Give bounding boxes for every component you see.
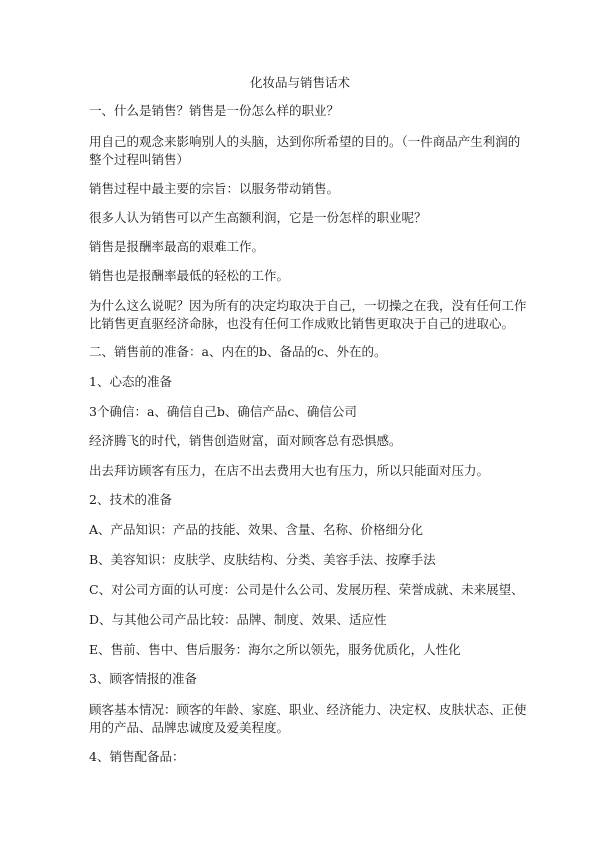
paragraph-line: 经济腾飞的时代，销售创造财富，面对顾客总有恐惧感。	[89, 433, 402, 448]
paragraph-line: 比销售更直驱经济命脉，也没有任何工作成败比销售更取决于自己的进取心。	[89, 316, 515, 331]
paragraph-line: 销售也是报酬率最低的轻松的工作。	[89, 268, 290, 283]
paragraph	[89, 209, 529, 227]
paragraph-line: 2、技术的准备	[89, 492, 172, 507]
paragraph-line: 销售过程中最主要的宗旨：以服务带动销售。	[89, 181, 340, 196]
paragraph	[89, 403, 529, 421]
paragraph-line: 4、销售配备品：	[89, 749, 185, 764]
paragraph	[89, 701, 529, 737]
paragraph	[89, 462, 529, 480]
paragraph-line: 用的产品、品牌忠诚度及爱美程度。	[89, 720, 290, 735]
paragraph-line: 3个确信：a、确信自己b、确信产品c、确信公司	[89, 404, 357, 419]
document-title: 化妆品与销售话术	[249, 75, 350, 90]
paragraph	[89, 670, 529, 688]
paragraph	[89, 551, 529, 569]
paragraph	[89, 373, 529, 391]
paragraph	[89, 343, 529, 361]
paragraph-line: D、与其他公司产品比较：品牌、制度、效果、适应性	[89, 612, 387, 627]
paragraph	[89, 133, 529, 169]
paragraph	[89, 521, 529, 539]
paragraph-line: B、美容知识：皮肤学、皮肤结构、分类、美容手法、按摩手法	[89, 552, 436, 567]
paragraph	[89, 581, 529, 599]
paragraph-line: 用自己的观念来影响别人的头脑，达到你所希望的目的。（一件商品产生利润的	[89, 134, 521, 149]
paragraph-line: E、售前、售中、售后服务：海尔之所以领先，服务优质化，人性化	[89, 642, 461, 657]
paragraph-line: A、产品知识：产品的技能、效果、含量、名称、价格细分化	[89, 522, 424, 537]
paragraph-line: 顾客基本情况：顾客的年龄、家庭、职业、经济能力、决定权、皮肤状态、正使	[89, 702, 527, 717]
paragraph-line: 3、顾客情报的准备	[89, 671, 197, 686]
paragraph	[89, 432, 529, 450]
paragraph	[89, 297, 529, 333]
paragraph-line: 一、什么是销售？销售是一份怎么样的职业？	[89, 103, 340, 118]
paragraph-line: 出去拜访顾客有压力，在店不出去费用大也有压力，所以只能面对压力。	[89, 463, 490, 478]
paragraph-line: 1、心态的准备	[89, 374, 172, 389]
paragraph	[89, 180, 529, 198]
paragraph	[89, 611, 529, 629]
paragraph	[89, 641, 529, 659]
paragraph-line: 整个过程叫销售）	[89, 152, 190, 167]
paragraph	[89, 102, 529, 120]
paragraph-line: C、对公司方面的认可度：公司是什么公司、发展历程、荣誉成就、未来展望、	[89, 582, 524, 597]
paragraph	[89, 491, 529, 509]
paragraph-line: 为什么这么说呢？因为所有的决定均取决于自己，一切操之在我，没有任何工作	[89, 298, 527, 313]
paragraph	[89, 238, 529, 256]
paragraph-line: 二、销售前的准备：a、内在的b、备品的c、外在的。	[89, 344, 387, 359]
paragraph-line: 销售是报酬率最高的艰难工作。	[89, 239, 265, 254]
paragraph	[89, 748, 529, 766]
paragraph	[89, 267, 529, 285]
paragraph-line: 很多人认为销售可以产生高额利润，它是一份怎样的职业呢？	[89, 210, 427, 225]
